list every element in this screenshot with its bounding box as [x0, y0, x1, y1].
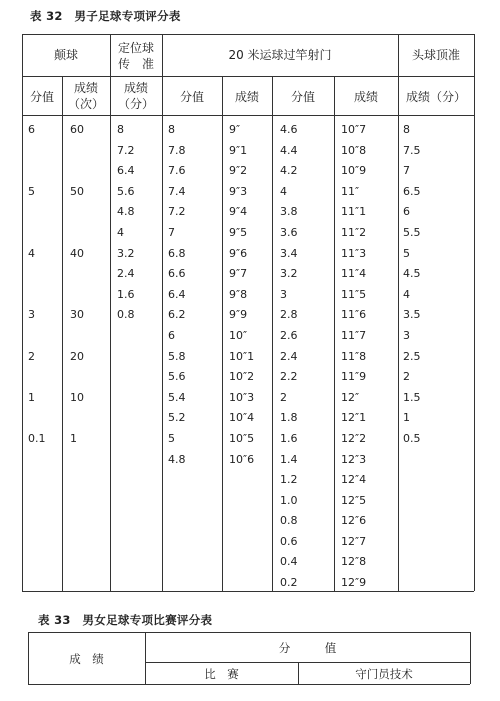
- table-cell: 3: [403, 328, 410, 342]
- table-cell: 6.4: [117, 164, 135, 178]
- table-cell: 12″8: [341, 555, 367, 569]
- table-cell: 4.8: [117, 205, 135, 219]
- table-cell: 10″6: [229, 452, 255, 466]
- col-tq-result: [403, 120, 421, 450]
- table-cell: 0.8: [117, 308, 135, 322]
- table-cell: 2: [28, 349, 35, 363]
- table-cell: 1: [70, 431, 77, 445]
- table-cell: 10″4: [229, 411, 255, 425]
- table-cell: 11″: [341, 184, 360, 198]
- col-yd-score-a: [168, 120, 186, 470]
- table-cell: 12″6: [341, 514, 367, 528]
- table-cell: 10″3: [229, 390, 255, 404]
- table-cell: 10: [70, 390, 84, 404]
- table-cell: 60: [70, 123, 84, 136]
- table-cell: 8: [117, 123, 124, 136]
- table-cell: 5: [403, 246, 410, 260]
- header-yundai: 20 米运球过竿射门: [228, 48, 332, 62]
- table-cell: 2.2: [280, 370, 298, 384]
- table-cell: 9″8: [229, 287, 248, 301]
- subheader-yd-score-b: 分值: [290, 90, 315, 104]
- table-cell: [70, 285, 84, 306]
- table-cell: [70, 367, 84, 388]
- table-cell: 9″: [229, 123, 241, 136]
- table-cell: 10″1: [229, 349, 255, 363]
- table-cell: 3.8: [280, 205, 298, 219]
- table-cell: 1.8: [280, 411, 298, 425]
- table-cell: 30: [70, 308, 84, 322]
- table-cell: [70, 141, 84, 162]
- table-cell: 1.6: [117, 287, 135, 301]
- subheader-dw-result: 成绩 （分）: [117, 81, 154, 111]
- table-cell: 2: [403, 370, 410, 384]
- subheader-yd-result-b: 成绩: [353, 90, 378, 104]
- table-cell: 11″3: [341, 246, 367, 260]
- table33-chengji: 成 绩: [69, 652, 104, 666]
- table-cell: 6: [403, 205, 410, 219]
- table-cell: 6.2: [168, 308, 186, 322]
- table-cell: 11″4: [341, 267, 367, 281]
- table-cell: 12″7: [341, 534, 367, 548]
- table-cell: 0.1: [28, 431, 46, 445]
- table-cell: 10″2: [229, 370, 255, 384]
- table-cell: 7.8: [168, 143, 186, 157]
- table32-caption: 表 32 男子足球专项评分表: [30, 9, 181, 23]
- table-cell: 9″6: [229, 246, 248, 260]
- table-cell: 12″1: [341, 411, 367, 425]
- table-cell: 0.6: [280, 534, 298, 548]
- table-cell: 4.2: [280, 164, 298, 178]
- table-cell: 1.0: [280, 493, 298, 507]
- subheader-dq-score: 分值: [29, 90, 54, 104]
- table-cell: 10″7: [341, 123, 367, 136]
- subheader-tq-result: 成绩（分）: [405, 90, 466, 104]
- table-cell: 7.2: [168, 205, 186, 219]
- table33-shoumen: 守门员技术: [355, 667, 413, 681]
- table-cell: 10″8: [341, 143, 367, 157]
- col-dw-result: [117, 120, 135, 326]
- table-cell: 6.4: [168, 287, 186, 301]
- table-cell: [70, 264, 84, 285]
- table-cell: 0.2: [280, 576, 298, 590]
- table-cell: 0.8: [280, 514, 298, 528]
- header-dianqiu: 颠球: [53, 48, 78, 62]
- table-cell: 6.8: [168, 246, 186, 260]
- subheader-yd-score-a: 分值: [179, 90, 204, 104]
- table-cell: 3: [280, 287, 287, 301]
- table-cell: 10″: [229, 328, 248, 342]
- table-cell: 4.5: [403, 267, 421, 281]
- table-cell: 4.4: [280, 143, 298, 157]
- table-cell: 11″6: [341, 308, 367, 322]
- table-cell: [28, 141, 46, 162]
- table-cell: 4: [280, 184, 287, 198]
- table33-caption: 表 33 男女足球专项比赛评分表: [38, 613, 213, 627]
- table-cell: 12″4: [341, 473, 367, 487]
- table-cell: [28, 326, 46, 347]
- table-cell: 6: [168, 328, 175, 342]
- table-cell: 9″1: [229, 143, 248, 157]
- table-cell: 3.5: [403, 308, 421, 322]
- table-cell: 2.6: [280, 328, 298, 342]
- table-cell: 1: [28, 390, 35, 404]
- table-cell: [28, 223, 46, 244]
- table-cell: 5.5: [403, 225, 421, 239]
- table-cell: 2.4: [117, 267, 135, 281]
- table-cell: 9″9: [229, 308, 248, 322]
- table-cell: 5.4: [168, 390, 186, 404]
- table-cell: 9″5: [229, 225, 248, 239]
- table-cell: 4: [117, 225, 124, 239]
- table-cell: [28, 202, 46, 223]
- table-cell: 12″9: [341, 576, 367, 590]
- table-cell: 4.8: [168, 452, 186, 466]
- col-yd-result-a: [229, 120, 254, 470]
- table-cell: 20: [70, 349, 84, 363]
- table-cell: 50: [70, 184, 84, 198]
- table-cell: [28, 408, 46, 429]
- table-cell: 3.2: [117, 246, 135, 260]
- table33-bisai: 比 赛: [204, 667, 239, 681]
- table-cell: 7.5: [403, 143, 421, 157]
- table-cell: [28, 161, 46, 182]
- table-cell: 9″3: [229, 184, 248, 198]
- table-cell: [28, 264, 46, 285]
- table-cell: 6.6: [168, 267, 186, 281]
- table-cell: 5.2: [168, 411, 186, 425]
- table-cell: 2.8: [280, 308, 298, 322]
- table-cell: 0.5: [403, 431, 421, 445]
- table-cell: 11″8: [341, 349, 367, 363]
- table-cell: 7: [168, 225, 175, 239]
- table-cell: 2.5: [403, 349, 421, 363]
- table-cell: 9″4: [229, 205, 248, 219]
- table-cell: 9″7: [229, 267, 248, 281]
- table-cell: 1.2: [280, 473, 298, 487]
- table-cell: 11″7: [341, 328, 367, 342]
- table-cell: 3.2: [280, 267, 298, 281]
- header-touqiu: 头球顶准: [411, 48, 460, 62]
- col-yd-result-b: [341, 120, 366, 594]
- table-cell: 9″2: [229, 164, 248, 178]
- table-cell: 12″: [341, 390, 360, 404]
- subheader-yd-result-a: 成绩: [234, 90, 259, 104]
- table-cell: [70, 161, 84, 182]
- table-cell: [70, 326, 84, 347]
- table-cell: [28, 285, 46, 306]
- table33-fenzhi: 分 值: [278, 641, 337, 655]
- table-cell: 8: [403, 123, 410, 136]
- table-cell: 11″9: [341, 370, 367, 384]
- table-cell: [28, 367, 46, 388]
- table-cell: 40: [70, 246, 84, 260]
- table-cell: 5.6: [117, 184, 135, 198]
- table-cell: 7.6: [168, 164, 186, 178]
- col-yd-score-b: [280, 120, 298, 594]
- table-cell: 3.4: [280, 246, 298, 260]
- table-cell: 0.4: [280, 555, 298, 569]
- table-cell: 2.4: [280, 349, 298, 363]
- table-cell: 7.4: [168, 184, 186, 198]
- table-cell: 7: [403, 164, 410, 178]
- table-cell: 6: [28, 123, 35, 136]
- table-cell: [70, 408, 84, 429]
- table-cell: 1.6: [280, 431, 298, 445]
- table-cell: 1.5: [403, 390, 421, 404]
- table-cell: 2: [280, 390, 287, 404]
- table-cell: 11″5: [341, 287, 367, 301]
- table-cell: 3: [28, 308, 35, 322]
- table-cell: 6.5: [403, 184, 421, 198]
- table-cell: [70, 202, 84, 223]
- table-cell: 10″5: [229, 431, 255, 445]
- table-cell: 11″1: [341, 205, 367, 219]
- table-cell: 10″9: [341, 164, 367, 178]
- table-cell: 4.6: [280, 123, 298, 136]
- table-cell: 12″3: [341, 452, 367, 466]
- table-cell: 5: [28, 184, 35, 198]
- table-cell: 8: [168, 123, 175, 136]
- table-cell: 11″2: [341, 225, 367, 239]
- table-cell: [70, 223, 84, 244]
- table-cell: 5.8: [168, 349, 186, 363]
- col-dq-result: [70, 120, 84, 450]
- table-cell: 5: [168, 431, 175, 445]
- table-cell: 12″5: [341, 493, 367, 507]
- table-cell: 4: [28, 246, 35, 260]
- table-cell: 1.4: [280, 452, 298, 466]
- table-cell: 7.2: [117, 143, 135, 157]
- table-cell: 12″2: [341, 431, 367, 445]
- col-dq-score: [28, 120, 46, 450]
- subheader-dq-result: 成绩 （次）: [67, 81, 104, 111]
- table-cell: 4: [403, 287, 410, 301]
- table-cell: 5.6: [168, 370, 186, 384]
- table-cell: 1: [403, 411, 410, 425]
- table-cell: 3.6: [280, 225, 298, 239]
- header-dingweiqiu: 定位球 传 准: [117, 41, 154, 71]
